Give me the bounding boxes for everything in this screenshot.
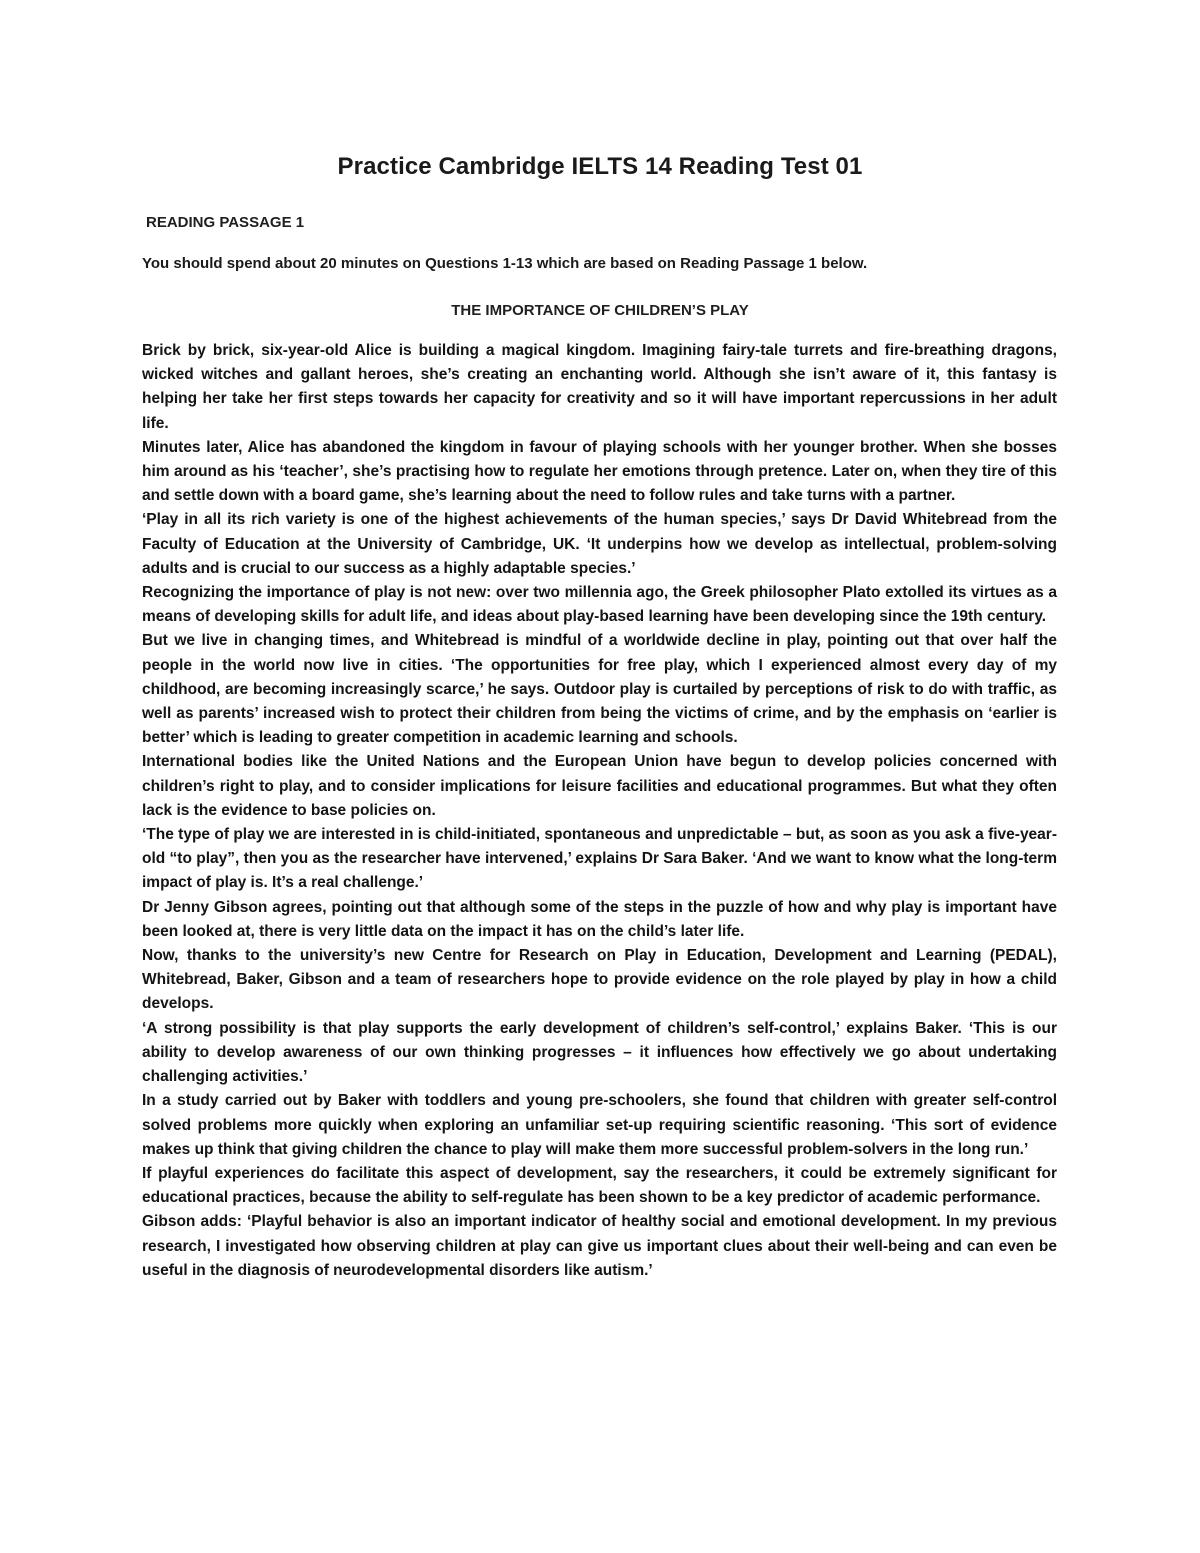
paragraph: ‘The type of play we are interested in is child-initiated, spontaneous and unpredictable – but, as soon as you ask a five-year-old “to play”, then you as the researcher have intervened,’ explains Dr Sara Baker. ‘And we want to know what the long-term impact of play is. It’s a real challenge.’ — [142, 826, 1057, 892]
paragraph: International bodies like the United Nations and the European Union have begun to develop policies concerned with children’s right to play, and to consider implications for leisure facilities and educational programmes. But what they often lack is the evidence to base policies on. — [142, 753, 1057, 819]
document-title: Practice Cambridge IELTS 14 Reading Test 01 — [337, 153, 863, 180]
paragraph: But we live in changing times, and Whitebread is mindful of a worldwide decline in play, pointing out that over half the people in the world now live in cities. ‘The opportunities for free play, which I experienced almost every day of my childhood, are becoming increasingly scarce,’ he says. Outdoor play is curtailed by perceptions of risk to do with traffic, as well as parents’ increased wish to protect their children from being the victims of crime, and by the emphasis on ‘earlier is better’ which is leading to greater competition in academic learning and schools. — [142, 632, 1057, 747]
paragraph: In a study carried out by Baker with toddlers and young pre-schoolers, she found that children with greater self-control solved problems more quickly when exploring an unfamiliar set-up requiring scientific reasoning. ‘This sort of evidence makes up think that giving children the chance to play will make them more successful problem-solvers in the long run.’ — [142, 1092, 1057, 1158]
paragraph: Brick by brick, six-year-old Alice is building a magical kingdom. Imagining fairy-tale turrets and fire-breathing dragons, wicked witches and gallant heroes, she’s creating an enchanting world. Although she isn’t aware of it, this fantasy is helping her take her first steps towards her capacity for creativity and so it will have important repercussions in her adult life. — [142, 342, 1057, 432]
passage-title: THE IMPORTANCE OF CHILDREN’S PLAY — [451, 302, 749, 319]
paragraph: Gibson adds: ‘Playful behavior is also an important indicator of healthy social and emotional development. In my previous research, I investigated how observing children at play can give us important clues about their well-being and can even be useful in the diagnosis of neurodevelopmental disorders like autism.’ — [142, 1213, 1057, 1279]
paragraph: ‘A strong possibility is that play supports the early development of children’s self-control,’ explains Baker. ‘This is our ability to develop awareness of our own thinking progresses – it influences how effectively we go about undertaking challenging activities.’ — [142, 1019, 1057, 1086]
paragraph: Minutes later, Alice has abandoned the kingdom in favour of playing schools with her younger brother. When she bosses him around as his ‘teacher’, she’s practising how to regulate her emotions through pretence. Later on, when they tire of this and settle down with a board game, she’s learning about the need to follow rules and take turns with a partner. — [142, 438, 1057, 505]
passage-label: READING PASSAGE 1 — [146, 214, 305, 231]
paragraph: Dr Jenny Gibson agrees, pointing out that although some of the steps in the puzzle of how and why play is important have been looked at, there is very little data on the impact it has on the child’s later life. — [142, 898, 1057, 940]
paragraph: ‘Play in all its rich variety is one of the highest achievements of the human species,’ says Dr David Whitebread from the Faculty of Education at the University of Cambridge, UK. ‘It underpins how we develop as intellectual, problem-solving adults and is crucial to our success as a highly adaptable species.’ — [142, 511, 1057, 577]
instruction-text: You should spend about 20 minutes on Questions 1-13 which are based on Reading Passage 1 below. — [142, 255, 868, 272]
paragraph: Now, thanks to the university’s new Centre for Research on Play in Education, Development and Learning (PEDAL), Whitebread, Baker, Gibson and a team of researchers hope to provide evidence on the role played by play in how a child develops. — [142, 947, 1057, 1013]
paragraph: Recognizing the importance of play is not new: over two millennia ago, the Greek philosopher Plato extolled its virtues as a means of developing skills for adult life, and ideas about play-based learning have been developing since the 19th century. — [142, 584, 1057, 626]
paragraph: If playful experiences do facilitate this aspect of development, say the researchers, it could be extremely significant for educational practices, because the ability to self-regulate has been shown to be a key predictor of academic performance. — [142, 1164, 1057, 1207]
passage-body — [142, 339, 1057, 1283]
